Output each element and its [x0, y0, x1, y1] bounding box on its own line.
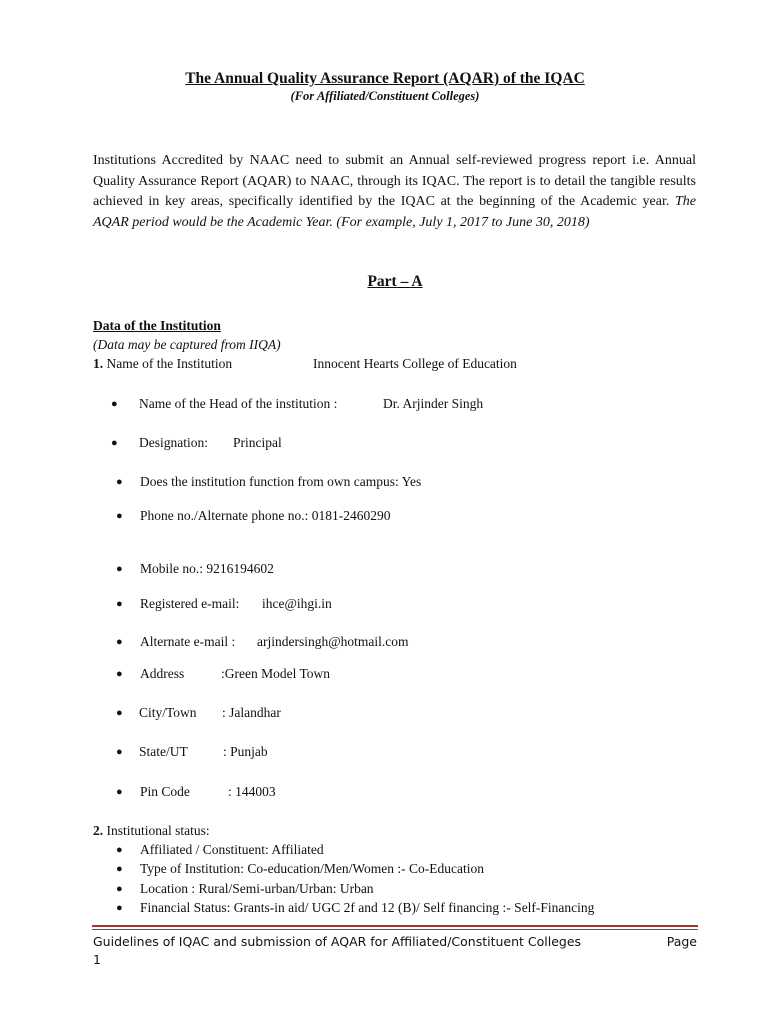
head-label: Name of the Head of the institution :: [139, 396, 338, 411]
bullet-icon: ●: [116, 668, 123, 680]
alt-email-value: arjindersingh@hotmail.com: [257, 634, 409, 649]
page-footer: [93, 933, 697, 969]
email-value: ihce@ihgi.in: [262, 596, 332, 611]
item-number: 2.: [93, 823, 104, 838]
institutional-status-heading: [93, 823, 210, 839]
footer-divider-thick: [92, 925, 698, 927]
document-title: The Annual Quality Assurance Report (AQAR) of the IQAC: [185, 70, 585, 87]
designation-value: Principal: [233, 435, 282, 450]
pincode-value: : 144003: [228, 784, 276, 799]
bullet-icon: ●: [116, 476, 123, 488]
bullet-icon: ●: [116, 598, 123, 610]
bullet-icon: ●: [116, 786, 123, 798]
status-item: Location : Rural/Semi-urban/Urban: Urban: [140, 881, 374, 896]
state-value: : Punjab: [223, 744, 268, 759]
section-note: (Data may be captured from IIQA): [93, 337, 281, 352]
footer-divider-thin: [92, 929, 698, 930]
campus-label: Does the institution function from own campus: Yes: [140, 474, 422, 489]
document-subtitle: (For Affiliated/Constituent Colleges): [290, 89, 480, 103]
institutional-status-label: Institutional status:: [106, 823, 210, 838]
institution-name-value: Innocent Hearts College of Education: [313, 356, 517, 371]
mobile-label: Mobile no.: 9216194602: [140, 561, 274, 576]
intro-text: Institutions Accredited by NAAC need to submit an Annual self-reviewed progress report i.e. Annual Quality Assurance Report (AQAR) to NAAC, through its IQAC. The report is to detail the tangible results achieved in key areas, specifically identified by the IQAC at the beginning of the Academic year.: [93, 153, 696, 209]
bullet-icon: ●: [116, 902, 123, 914]
bullet-icon: ●: [116, 563, 123, 575]
address-label: Address: [140, 666, 185, 681]
institution-name-row: [93, 356, 232, 372]
phone-label: Phone no./Alternate phone no.: 0181-2460290: [140, 508, 391, 523]
footer-text: Guidelines of IQAC and submission of AQAR for Affiliated/Constituent Colleges: [93, 934, 582, 949]
item-number: 1.: [93, 356, 104, 371]
city-label: City/Town: [139, 705, 197, 720]
designation-label: Designation:: [139, 435, 208, 450]
section-heading: Data of the Institution: [93, 318, 221, 333]
head-value: Dr. Arjinder Singh: [383, 396, 484, 411]
bullet-icon: ●: [116, 636, 123, 648]
bullet-icon: ●: [116, 510, 123, 522]
status-item: Affiliated / Constituent: Affiliated: [140, 842, 324, 857]
status-item: Financial Status: Grants-in aid/ UGC 2f and 12 (B)/ Self financing :- Self-Financing: [140, 900, 595, 915]
bullet-icon: ●: [111, 437, 118, 449]
intro-paragraph: [93, 151, 696, 233]
pincode-label: Pin Code: [140, 784, 190, 799]
bullet-icon: ●: [116, 863, 123, 875]
intro-italic-text: The AQAR period would be the Academic Year. (For example, July 1, 2017 to June 30, 2018): [93, 194, 696, 230]
city-value: : Jalandhar: [222, 705, 281, 720]
bullet-icon: ●: [116, 844, 123, 856]
part-a-heading: Part – A: [367, 273, 423, 290]
address-value: :Green Model Town: [221, 666, 331, 681]
alt-email-label: Alternate e-mail :: [140, 634, 236, 649]
bullet-icon: ●: [116, 707, 123, 719]
state-label: State/UT: [139, 744, 188, 759]
bullet-icon: ●: [116, 746, 123, 758]
bullet-icon: ●: [116, 883, 123, 895]
footer-page-label: Page: [666, 934, 697, 949]
footer-page-number: 1: [93, 952, 101, 967]
bullet-icon: ●: [111, 398, 118, 410]
email-label: Registered e-mail:: [140, 596, 240, 611]
institution-name-label: Name of the Institution: [106, 356, 233, 371]
status-item: Type of Institution: Co-education/Men/Women :- Co-Education: [140, 861, 485, 876]
